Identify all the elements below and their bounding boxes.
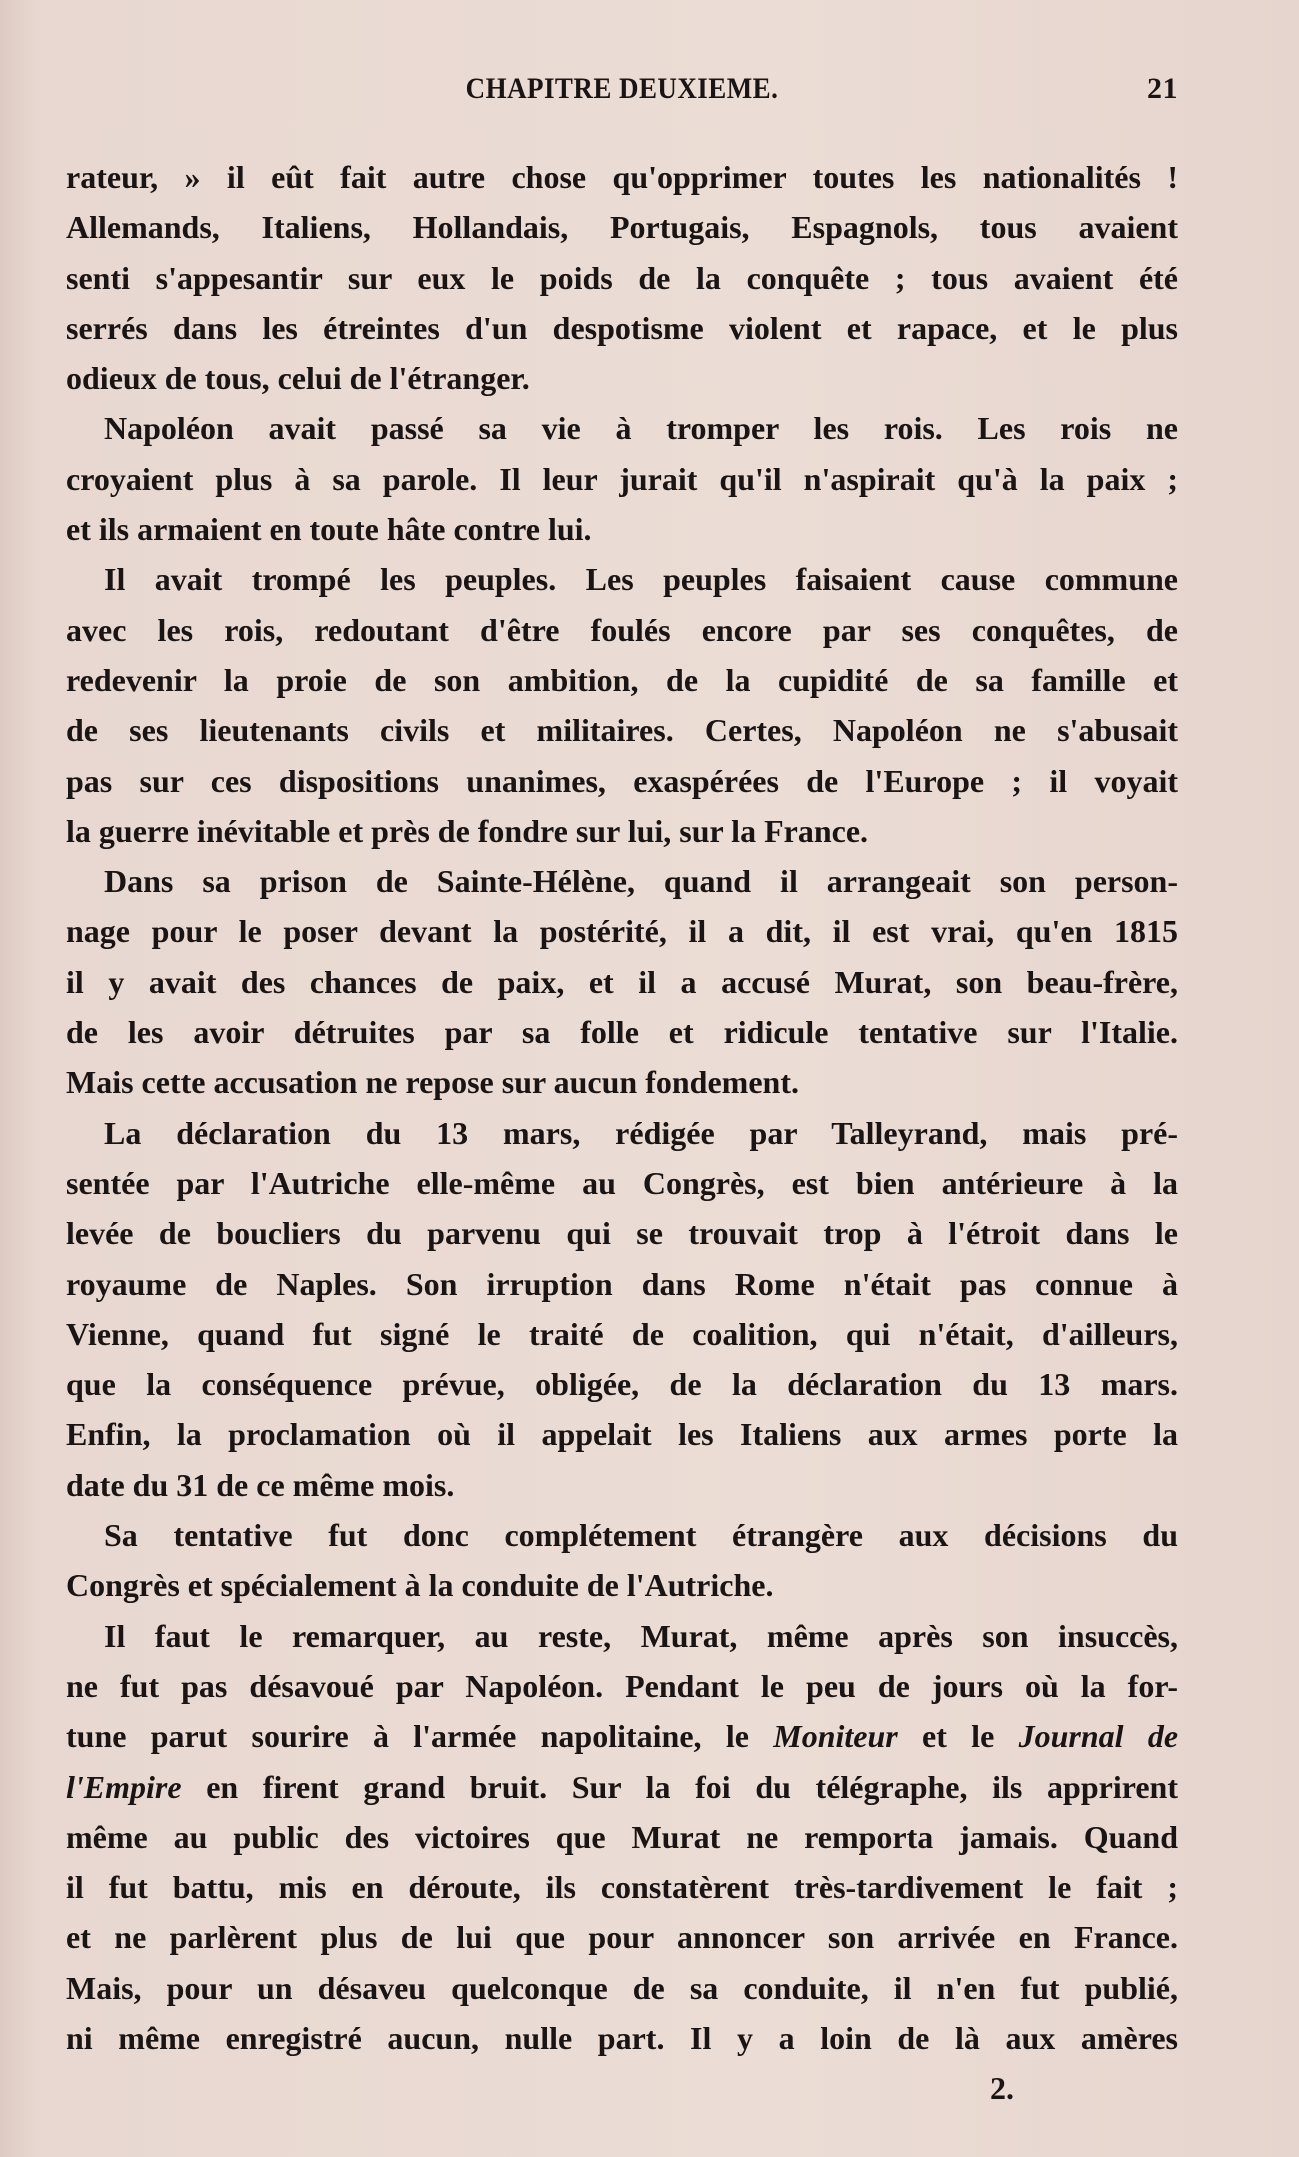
text-line: Congrès et spécialement à la conduite de l'Autriche. <box>66 1567 774 1604</box>
text-line: ni même enregistré aucun, nulle part. Il y a loin de là aux amères <box>66 2019 1178 2056</box>
text-line: Sa tentative fut donc complétement étrangère aux décisions du <box>104 1517 1178 1554</box>
text-line: Enfin, la proclamation où il appelait les Italiens aux armes porte la <box>66 1416 1178 1453</box>
text-segment: en firent grand bruit. Sur la foi du télégraphe, ils apprirent <box>181 1768 1178 1805</box>
paragraph <box>66 1611 1178 2064</box>
text-line <box>66 1762 1178 1812</box>
text-line: de ses lieutenants civils et militaires. Certes, Napoléon ne s'abusait <box>66 712 1178 749</box>
text-segment: et le <box>897 1718 1019 1755</box>
text-line: Mais cette accusation ne repose sur aucun fondement. <box>66 1064 799 1101</box>
text-line <box>66 1711 1178 1761</box>
text-line: croyaient plus à sa parole. Il leur jurait qu'il n'aspirait qu'à la paix ; <box>66 460 1178 497</box>
chapter-title: CHAPITRE DEUXIEME. <box>465 72 779 105</box>
signature-mark: 2. <box>990 2070 1014 2106</box>
text-line: Il faut le remarquer, au reste, Murat, même après son insuccès, <box>104 1617 1178 1654</box>
text-line: sentée par l'Autriche elle-même au Congrès, est bien antérieure à la <box>66 1164 1178 1201</box>
text-line: et ne parlèrent plus de lui que pour annoncer son arrivée en France. <box>66 1919 1178 1956</box>
text-line: il fut battu, mis en déroute, ils constatèrent très-tardivement le fait ; <box>66 1869 1178 1906</box>
paragraph <box>66 1108 1178 1510</box>
text-line: Mais, pour un désaveu quelconque de sa conduite, il n'en fut publié, <box>66 1969 1178 2006</box>
paragraph <box>66 152 1178 403</box>
text-segment: tune parut sourire à l'armée napolitaine, le <box>66 1718 774 1755</box>
text-line: odieux de tous, celui de l'étranger. <box>66 360 530 397</box>
text-line: de les avoir détruites par sa folle et ridicule tentative sur l'Italie. <box>66 1014 1178 1051</box>
page-number: 21 <box>1147 72 1178 105</box>
text-line: redevenir la proie de son ambition, de la cupidité de sa famille et <box>66 661 1178 698</box>
paragraph <box>66 403 1178 554</box>
italic-title: Moniteur <box>773 1718 898 1755</box>
text-line: levée de boucliers du parvenu qui se trouvait trop à l'étroit dans le <box>66 1215 1178 1252</box>
italic-title: l'Empire <box>66 1768 182 1805</box>
text-line: nage pour le poser devant la postérité, il a dit, il est vrai, qu'en 1815 <box>66 913 1178 950</box>
text-line: il y avait des chances de paix, et il a accusé Murat, son beau-frère, <box>66 963 1178 1000</box>
italic-title: Journal de <box>1018 1718 1178 1755</box>
text-line: Napoléon avait passé sa vie à tromper les rois. Les rois ne <box>104 410 1178 447</box>
text-line: serrés dans les étreintes d'un despotisme violent et rapace, et le plus <box>66 309 1178 346</box>
text-line: royaume de Naples. Son irruption dans Rome n'était pas connue à <box>66 1265 1178 1302</box>
text-line: Dans sa prison de Sainte-Hélène, quand il arrangeait son person- <box>104 863 1178 900</box>
body-text <box>66 152 1178 2063</box>
paragraph <box>66 1510 1178 1611</box>
text-line: senti s'appesantir sur eux le poids de la conquête ; tous avaient été <box>66 259 1178 296</box>
text-line: Allemands, Italiens, Hollandais, Portugais, Espagnols, tous avaient <box>66 209 1178 246</box>
text-line: la guerre inévitable et près de fondre sur lui, sur la France. <box>66 812 869 849</box>
running-header <box>66 72 1178 116</box>
text-line: Il avait trompé les peuples. Les peuples faisaient cause commune <box>104 561 1178 598</box>
text-line: Vienne, quand fut signé le traité de coalition, qui n'était, d'ailleurs, <box>66 1315 1178 1352</box>
text-line: avec les rois, redoutant d'être foulés encore par ses conquêtes, de <box>66 611 1178 648</box>
text-line: pas sur ces dispositions unanimes, exaspérées de l'Europe ; il voyait <box>66 762 1178 799</box>
text-line: La déclaration du 13 mars, rédigée par Talleyrand, mais pré- <box>104 1114 1178 1151</box>
text-line: ne fut pas désavoué par Napoléon. Pendant le peu de jours où la for- <box>66 1667 1178 1704</box>
paragraph <box>66 856 1178 1107</box>
paragraph <box>66 554 1178 856</box>
text-line: rateur, » il eût fait autre chose qu'opprimer toutes les nationalités ! <box>66 159 1178 195</box>
text-line: et ils armaient en toute hâte contre lui. <box>66 511 592 548</box>
text-line: date du 31 de ce même mois. <box>66 1466 455 1503</box>
text-line: que la conséquence prévue, obligée, de la déclaration du 13 mars. <box>66 1366 1178 1403</box>
text-line: même au public des victoires que Murat ne remporta jamais. Quand <box>66 1818 1178 1855</box>
